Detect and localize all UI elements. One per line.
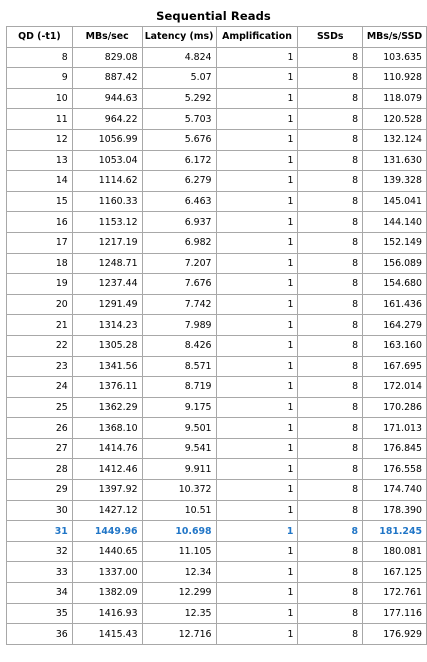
cell-qd: 11 <box>7 109 73 130</box>
cell-latency: 6.279 <box>142 171 216 192</box>
table-title: Sequential Reads <box>156 9 271 23</box>
cell-ssds: 8 <box>298 315 363 336</box>
cell-mbs-sec: 1291.49 <box>72 294 142 315</box>
table-row <box>7 356 427 377</box>
cell-ssds: 8 <box>298 294 363 315</box>
cell-mbs-per-ssd: 145.041 <box>363 191 427 212</box>
cell-ssds: 8 <box>298 583 363 604</box>
cell-ssds: 8 <box>298 377 363 398</box>
cell-latency: 12.299 <box>142 583 216 604</box>
cell-mbs-per-ssd: 156.089 <box>363 253 427 274</box>
cell-latency: 10.698 <box>142 521 216 542</box>
column-header-mbs-per-ssd: MBs/s/SSD <box>363 27 427 48</box>
cell-qd: 14 <box>7 171 73 192</box>
column-header-mbs-sec: MBs/sec <box>72 27 142 48</box>
table-row <box>7 480 427 501</box>
table-row <box>7 274 427 295</box>
table-row <box>7 253 427 274</box>
cell-ssds: 8 <box>298 603 363 624</box>
cell-mbs-per-ssd: 172.014 <box>363 377 427 398</box>
cell-ssds: 8 <box>298 129 363 150</box>
cell-amplification: 1 <box>216 253 298 274</box>
cell-latency: 8.426 <box>142 335 216 356</box>
cell-ssds: 8 <box>298 397 363 418</box>
cell-mbs-sec: 887.42 <box>72 68 142 89</box>
cell-latency: 6.982 <box>142 232 216 253</box>
cell-mbs-per-ssd: 132.124 <box>363 129 427 150</box>
cell-qd: 26 <box>7 418 73 439</box>
cell-amplification: 1 <box>216 68 298 89</box>
cell-amplification: 1 <box>216 418 298 439</box>
cell-latency: 7.207 <box>142 253 216 274</box>
cell-latency: 7.742 <box>142 294 216 315</box>
cell-mbs-sec: 1412.46 <box>72 459 142 480</box>
cell-latency: 8.571 <box>142 356 216 377</box>
cell-qd: 16 <box>7 212 73 233</box>
cell-amplification: 1 <box>216 459 298 480</box>
table-row <box>7 191 427 212</box>
table-row <box>7 438 427 459</box>
cell-mbs-per-ssd: 144.140 <box>363 212 427 233</box>
cell-mbs-sec: 1362.29 <box>72 397 142 418</box>
cell-ssds: 8 <box>298 624 363 645</box>
cell-latency: 5.676 <box>142 129 216 150</box>
table-row <box>7 500 427 521</box>
cell-mbs-sec: 1416.93 <box>72 603 142 624</box>
cell-amplification: 1 <box>216 335 298 356</box>
cell-latency: 5.703 <box>142 109 216 130</box>
cell-amplification: 1 <box>216 212 298 233</box>
sequential-reads-table <box>6 26 427 645</box>
cell-latency: 12.34 <box>142 562 216 583</box>
column-header-qd: QD (-t1) <box>7 27 73 48</box>
cell-amplification: 1 <box>216 315 298 336</box>
cell-mbs-sec: 829.08 <box>72 47 142 68</box>
cell-ssds: 8 <box>298 232 363 253</box>
cell-mbs-per-ssd: 163.160 <box>363 335 427 356</box>
column-header-ssds: SSDs <box>298 27 363 48</box>
cell-mbs-sec: 1397.92 <box>72 480 142 501</box>
cell-mbs-sec: 964.22 <box>72 109 142 130</box>
table-row <box>7 459 427 480</box>
cell-ssds: 8 <box>298 418 363 439</box>
cell-mbs-per-ssd: 172.761 <box>363 583 427 604</box>
cell-mbs-sec: 1376.11 <box>72 377 142 398</box>
cell-amplification: 1 <box>216 171 298 192</box>
cell-qd: 21 <box>7 315 73 336</box>
cell-amplification: 1 <box>216 541 298 562</box>
table-row <box>7 583 427 604</box>
header-row <box>7 27 427 48</box>
cell-ssds: 8 <box>298 212 363 233</box>
cell-latency: 5.07 <box>142 68 216 89</box>
cell-mbs-sec: 1237.44 <box>72 274 142 295</box>
cell-qd: 29 <box>7 480 73 501</box>
cell-amplification: 1 <box>216 377 298 398</box>
cell-mbs-sec: 1053.04 <box>72 150 142 171</box>
cell-mbs-sec: 1368.10 <box>72 418 142 439</box>
cell-ssds: 8 <box>298 500 363 521</box>
cell-amplification: 1 <box>216 88 298 109</box>
cell-qd: 34 <box>7 583 73 604</box>
cell-latency: 9.911 <box>142 459 216 480</box>
column-header-amplification: Amplification <box>216 27 298 48</box>
cell-latency: 9.175 <box>142 397 216 418</box>
cell-mbs-sec: 1449.96 <box>72 521 142 542</box>
cell-ssds: 8 <box>298 562 363 583</box>
cell-ssds: 8 <box>298 438 363 459</box>
cell-qd: 19 <box>7 274 73 295</box>
table-row <box>7 315 427 336</box>
cell-mbs-per-ssd: 176.929 <box>363 624 427 645</box>
cell-amplification: 1 <box>216 274 298 295</box>
cell-qd: 33 <box>7 562 73 583</box>
cell-qd: 8 <box>7 47 73 68</box>
cell-amplification: 1 <box>216 583 298 604</box>
cell-ssds: 8 <box>298 150 363 171</box>
column-header-latency: Latency (ms) <box>142 27 216 48</box>
cell-ssds: 8 <box>298 480 363 501</box>
cell-mbs-per-ssd: 161.436 <box>363 294 427 315</box>
table-row <box>7 335 427 356</box>
cell-mbs-per-ssd: 131.630 <box>363 150 427 171</box>
cell-mbs-sec: 1337.00 <box>72 562 142 583</box>
cell-qd: 9 <box>7 68 73 89</box>
cell-mbs-sec: 1305.28 <box>72 335 142 356</box>
table-row <box>7 377 427 398</box>
cell-mbs-sec: 1160.33 <box>72 191 142 212</box>
table-row <box>7 232 427 253</box>
cell-amplification: 1 <box>216 480 298 501</box>
cell-qd: 36 <box>7 624 73 645</box>
cell-mbs-sec: 1248.71 <box>72 253 142 274</box>
cell-qd: 25 <box>7 397 73 418</box>
cell-latency: 8.719 <box>142 377 216 398</box>
cell-amplification: 1 <box>216 603 298 624</box>
cell-qd: 20 <box>7 294 73 315</box>
cell-qd: 30 <box>7 500 73 521</box>
cell-amplification: 1 <box>216 109 298 130</box>
table-row <box>7 521 427 542</box>
cell-mbs-sec: 1415.43 <box>72 624 142 645</box>
table-row <box>7 603 427 624</box>
cell-amplification: 1 <box>216 624 298 645</box>
cell-mbs-per-ssd: 176.558 <box>363 459 427 480</box>
cell-mbs-per-ssd: 180.081 <box>363 541 427 562</box>
cell-qd: 22 <box>7 335 73 356</box>
cell-mbs-per-ssd: 170.286 <box>363 397 427 418</box>
cell-mbs-per-ssd: 154.680 <box>363 274 427 295</box>
cell-ssds: 8 <box>298 191 363 212</box>
cell-ssds: 8 <box>298 109 363 130</box>
cell-mbs-per-ssd: 120.528 <box>363 109 427 130</box>
cell-qd: 24 <box>7 377 73 398</box>
table-row <box>7 68 427 89</box>
cell-ssds: 8 <box>298 171 363 192</box>
cell-mbs-sec: 944.63 <box>72 88 142 109</box>
cell-qd: 13 <box>7 150 73 171</box>
cell-mbs-per-ssd: 152.149 <box>363 232 427 253</box>
table-row <box>7 47 427 68</box>
cell-latency: 9.501 <box>142 418 216 439</box>
table-row <box>7 562 427 583</box>
cell-mbs-sec: 1341.56 <box>72 356 142 377</box>
cell-latency: 7.676 <box>142 274 216 295</box>
cell-amplification: 1 <box>216 129 298 150</box>
cell-latency: 6.172 <box>142 150 216 171</box>
cell-mbs-per-ssd: 177.116 <box>363 603 427 624</box>
cell-mbs-per-ssd: 110.928 <box>363 68 427 89</box>
cell-mbs-per-ssd: 103.635 <box>363 47 427 68</box>
cell-latency: 10.51 <box>142 500 216 521</box>
cell-mbs-per-ssd: 174.740 <box>363 480 427 501</box>
cell-ssds: 8 <box>298 335 363 356</box>
cell-amplification: 1 <box>216 562 298 583</box>
cell-ssds: 8 <box>298 459 363 480</box>
cell-latency: 4.824 <box>142 47 216 68</box>
cell-qd: 15 <box>7 191 73 212</box>
cell-mbs-sec: 1153.12 <box>72 212 142 233</box>
table-body <box>7 47 427 644</box>
cell-ssds: 8 <box>298 521 363 542</box>
cell-amplification: 1 <box>216 191 298 212</box>
cell-mbs-sec: 1217.19 <box>72 232 142 253</box>
cell-ssds: 8 <box>298 68 363 89</box>
table-row <box>7 397 427 418</box>
cell-latency: 10.372 <box>142 480 216 501</box>
cell-qd: 32 <box>7 541 73 562</box>
cell-amplification: 1 <box>216 500 298 521</box>
cell-amplification: 1 <box>216 47 298 68</box>
table-row <box>7 171 427 192</box>
table-row <box>7 212 427 233</box>
table-row <box>7 109 427 130</box>
cell-mbs-per-ssd: 181.245 <box>363 521 427 542</box>
cell-qd: 18 <box>7 253 73 274</box>
cell-qd: 35 <box>7 603 73 624</box>
cell-qd: 10 <box>7 88 73 109</box>
cell-qd: 27 <box>7 438 73 459</box>
cell-mbs-sec: 1440.65 <box>72 541 142 562</box>
cell-mbs-per-ssd: 118.079 <box>363 88 427 109</box>
table-row <box>7 129 427 150</box>
cell-mbs-sec: 1414.76 <box>72 438 142 459</box>
cell-amplification: 1 <box>216 150 298 171</box>
cell-ssds: 8 <box>298 356 363 377</box>
cell-mbs-sec: 1382.09 <box>72 583 142 604</box>
cell-mbs-per-ssd: 171.013 <box>363 418 427 439</box>
cell-amplification: 1 <box>216 521 298 542</box>
cell-ssds: 8 <box>298 541 363 562</box>
cell-amplification: 1 <box>216 356 298 377</box>
cell-mbs-per-ssd: 178.390 <box>363 500 427 521</box>
cell-latency: 9.541 <box>142 438 216 459</box>
cell-mbs-per-ssd: 164.279 <box>363 315 427 336</box>
cell-qd: 28 <box>7 459 73 480</box>
cell-ssds: 8 <box>298 88 363 109</box>
table-row <box>7 88 427 109</box>
cell-mbs-per-ssd: 167.695 <box>363 356 427 377</box>
cell-ssds: 8 <box>298 274 363 295</box>
cell-ssds: 8 <box>298 253 363 274</box>
cell-qd: 12 <box>7 129 73 150</box>
cell-qd: 23 <box>7 356 73 377</box>
cell-latency: 5.292 <box>142 88 216 109</box>
cell-qd: 31 <box>7 521 73 542</box>
cell-mbs-sec: 1314.23 <box>72 315 142 336</box>
cell-latency: 11.105 <box>142 541 216 562</box>
table-row <box>7 418 427 439</box>
cell-mbs-per-ssd: 139.328 <box>363 171 427 192</box>
cell-qd: 17 <box>7 232 73 253</box>
cell-latency: 12.35 <box>142 603 216 624</box>
cell-mbs-sec: 1056.99 <box>72 129 142 150</box>
table-row <box>7 624 427 645</box>
cell-mbs-per-ssd: 167.125 <box>363 562 427 583</box>
cell-latency: 6.463 <box>142 191 216 212</box>
cell-mbs-sec: 1114.62 <box>72 171 142 192</box>
cell-amplification: 1 <box>216 232 298 253</box>
cell-latency: 6.937 <box>142 212 216 233</box>
table-row <box>7 541 427 562</box>
cell-ssds: 8 <box>298 47 363 68</box>
cell-amplification: 1 <box>216 438 298 459</box>
cell-latency: 12.716 <box>142 624 216 645</box>
cell-mbs-per-ssd: 176.845 <box>363 438 427 459</box>
cell-amplification: 1 <box>216 397 298 418</box>
table-row <box>7 150 427 171</box>
cell-mbs-sec: 1427.12 <box>72 500 142 521</box>
cell-latency: 7.989 <box>142 315 216 336</box>
table-row <box>7 294 427 315</box>
cell-amplification: 1 <box>216 294 298 315</box>
